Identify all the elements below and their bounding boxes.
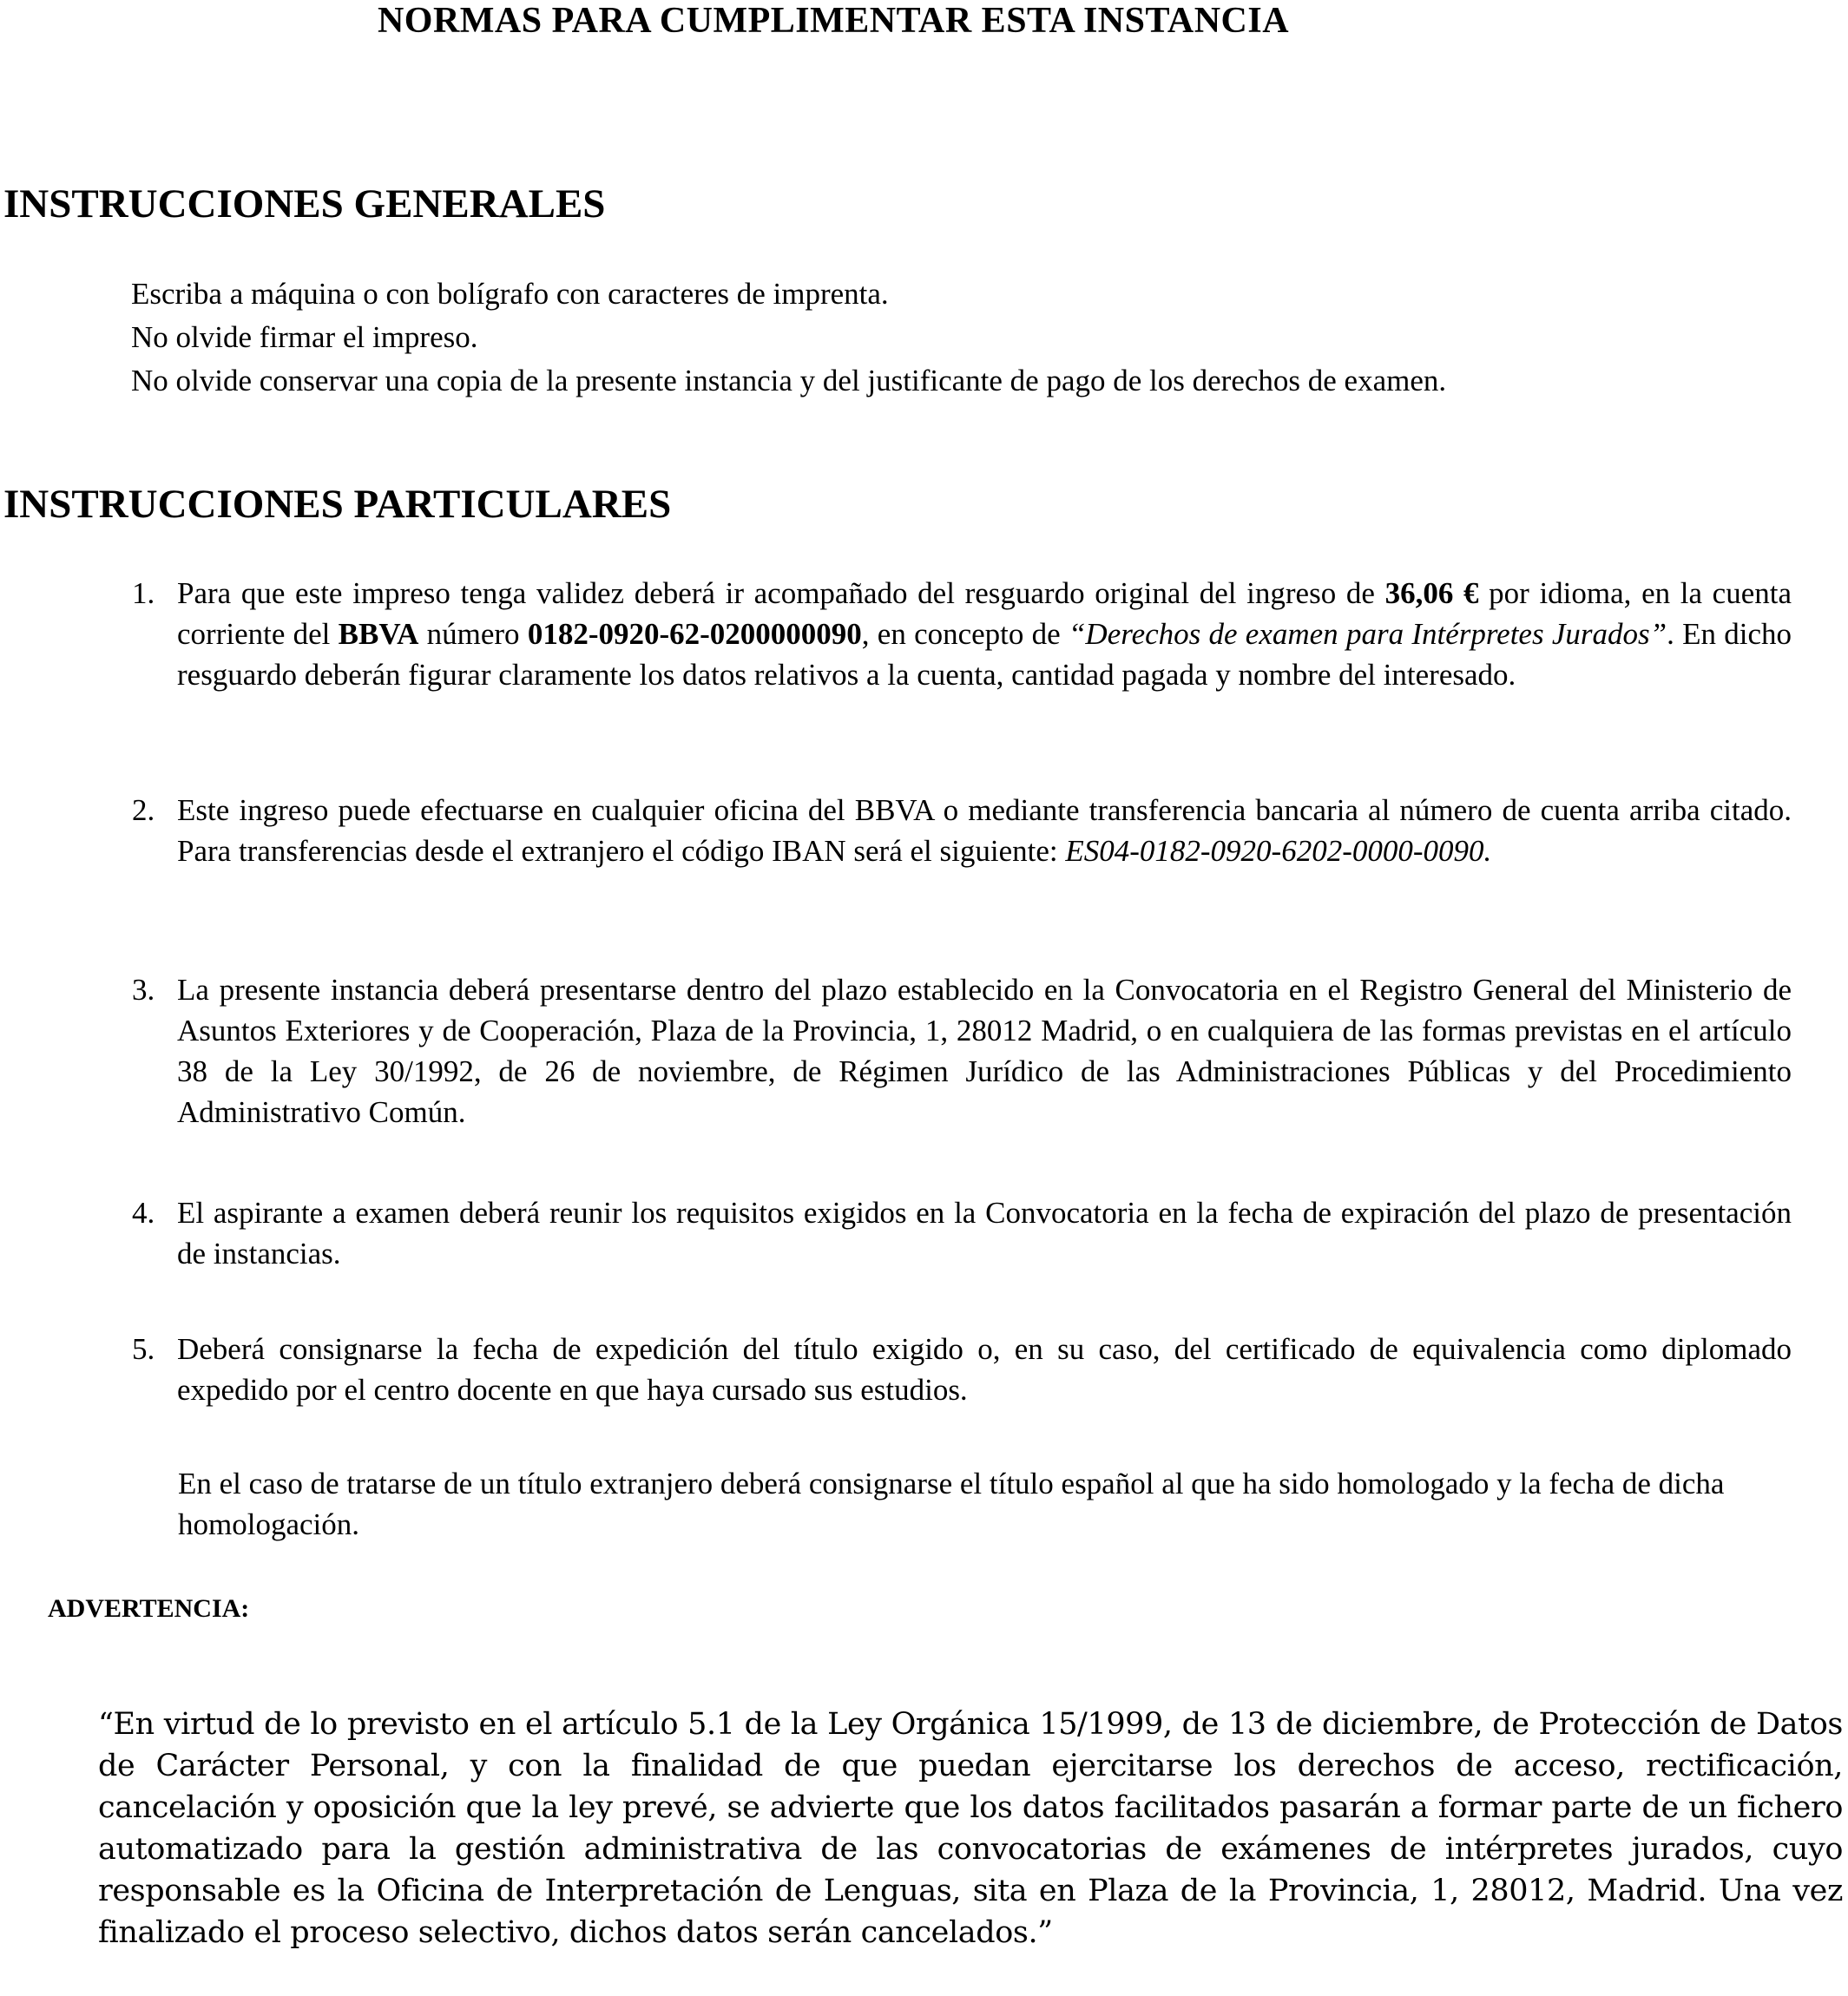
item-body: El aspirante a examen deberá reunir los requisitos exigidos en la Convocatoria en la fecha de expiración del plazo de presentación de instancias. xyxy=(177,1196,1792,1270)
item-body xyxy=(177,573,1792,695)
item-number: 5. xyxy=(132,1332,155,1366)
item-number: 2. xyxy=(132,793,155,827)
item-text: . En dicho resguardo deberán figurar claramente los datos relativos a la cuenta, cantidad pagada y nombre del interesado. xyxy=(177,617,1792,692)
item-text: Este ingreso puede efectuarse en cualquier oficina del BBVA o mediante transferencia bancaria al número de cuenta arriba citado. Para transferencias desde el extranjero el código IBAN será el siguiente: xyxy=(177,793,1792,868)
iban-code: ES04-0182-0920-6202-0000-0090. xyxy=(1065,834,1492,868)
fee-amount: 36,06 € xyxy=(1384,576,1479,610)
payment-concept: “Derechos de examen para Intérpretes Jurados” xyxy=(1068,617,1667,651)
item-number: 3. xyxy=(132,973,155,1007)
item-body xyxy=(177,790,1792,871)
warning-text: “En virtud de lo previsto en el artículo 5.1 de la Ley Orgánica 15/1999, de 13 de diciembre, de Protección de Datos de Carácter Personal, y con la finalidad de que puedan ejercitarse los derechos de acceso, rectificación, cancelación y oposición que la ley prevé, se advierte que los datos facilitados pasarán a formar parte de un fichero automatizado para la gestión administrativa de las convocatorias de exámenes de intérpretes jurados, cuyo responsable es la Oficina de Interpretación de Lenguas, sita en Plaza de la Provincia, 1, 28012, Madrid. Una vez finalizado el proceso selectivo, dichos datos serán cancelados.” xyxy=(98,1707,1843,1950)
page-title: NORMAS PARA CUMPLIMENTAR ESTA INSTANCIA xyxy=(377,1,1290,41)
warning-label: ADVERTENCIA: xyxy=(48,1594,250,1623)
foreign-title-note: En el caso de tratarse de un título extranjero deberá consignarse el título español al que ha sido homologado y la fecha de dicha homologación. xyxy=(178,1467,1725,1541)
general-instruction-line: No olvide conservar una copia de la presente instancia y del justificante de pago de los derechos de examen. xyxy=(131,364,1447,397)
heading-general-instructions: INSTRUCCIONES GENERALES xyxy=(3,181,606,227)
item-text: por idioma, en la cuenta corriente del xyxy=(177,576,1792,651)
general-instruction-line: Escriba a máquina o con bolígrafo con caracteres de imprenta. xyxy=(131,277,889,311)
general-instruction-line: No olvide firmar el impreso. xyxy=(131,320,478,354)
account-number: 0182-0920-62-0200000090 xyxy=(527,617,862,651)
bank-name: BBVA xyxy=(338,617,419,651)
item-text: número xyxy=(418,617,528,651)
general-instructions-list xyxy=(131,272,1446,403)
item-body: Deberá consignarse la fecha de expedición del título exigido o, en su caso, del certificado de equivalencia como diplomado expedido por el centro docente en que haya cursado sus estudios. xyxy=(177,1332,1792,1407)
item-text: Para que este impreso tenga validez deberá ir acompañado del resguardo original del ingreso de xyxy=(177,576,1385,610)
heading-particular-instructions: INSTRUCCIONES PARTICULARES xyxy=(3,482,672,527)
item-number: 4. xyxy=(132,1196,155,1230)
item-number: 1. xyxy=(132,576,155,610)
item-text: , en concepto de xyxy=(861,617,1069,651)
item-body: La presente instancia deberá presentarse dentro del plazo establecido en la Convocatoria en el Registro General del Ministerio de Asuntos Exteriores y de Cooperación, Plaza de la Provincia, 1, 28012 Madrid, o en cualquiera de las formas previstas en el artículo 38 de la Ley 30/1992, de 26 de noviembre, de Régimen Jurídico de las Administraciones Públicas y del Procedimiento Administrativo Común. xyxy=(177,973,1792,1129)
